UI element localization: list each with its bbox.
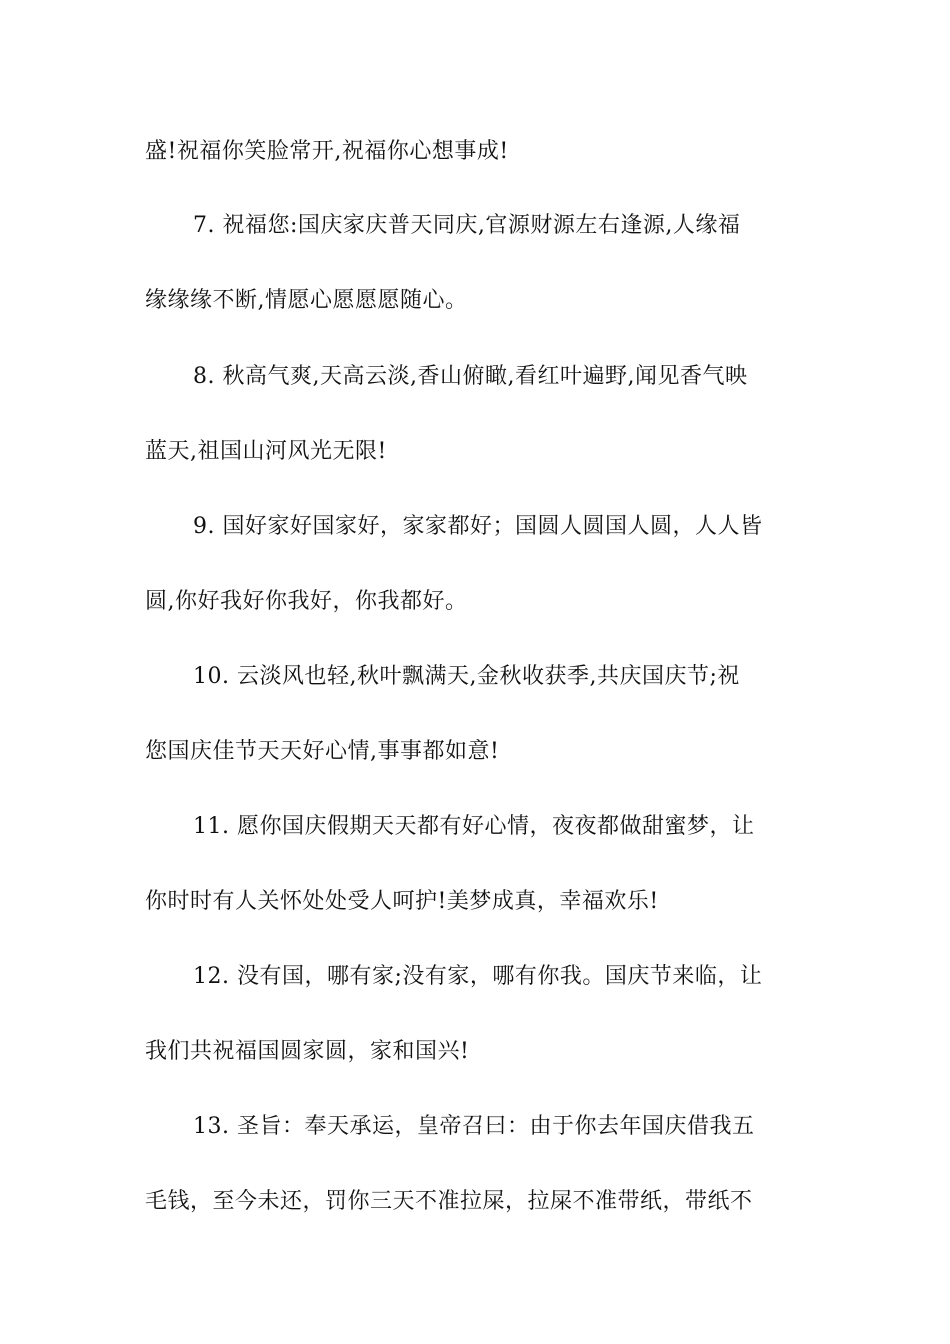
text-line: 圆,你好我好你我好，你我都好。	[145, 589, 468, 614]
text-line: 11. 愿你国庆假期天天都有好心情，夜夜都做甜蜜梦，让	[193, 814, 755, 839]
text-line: 7. 祝福您:国庆家庆普天同庆,官源财源左右逢源,人缘福	[193, 213, 741, 238]
text-line: 我们共祝福国圆家圆，家和国兴!	[145, 1039, 470, 1064]
text-line: 9. 国好家好国家好，家家都好；国圆人圆国人圆，人人皆	[193, 514, 763, 539]
text-line: 13. 圣旨：奉天承运，皇帝召曰：由于你去年国庆借我五	[193, 1114, 755, 1139]
text-line: 8. 秋高气爽,天高云淡,香山俯瞰,看红叶遍野,闻见香气映	[193, 364, 748, 389]
text-line: 10. 云淡风也轻,秋叶飘满天,金秋收获季,共庆国庆节;祝	[193, 664, 740, 689]
text-line: 毛钱，至今未还，罚你三天不准拉屎，拉屎不准带纸，带纸不	[145, 1189, 753, 1214]
text-line: 您国庆佳节天天好心情,事事都如意!	[145, 739, 500, 764]
text-line: 缘缘缘不断,情愿心愿愿愿随心。	[145, 288, 468, 313]
text-line: 蓝天,祖国山河风光无限!	[145, 439, 387, 464]
text-line: 盛!祝福你笑脸常开,祝福你心想事成!	[145, 139, 509, 164]
text-line: 你时时有人关怀处处受人呵护!美梦成真，幸福欢乐!	[145, 889, 659, 914]
text-line: 12. 没有国，哪有家;没有家，哪有你我。国庆节来临，让	[193, 964, 763, 989]
